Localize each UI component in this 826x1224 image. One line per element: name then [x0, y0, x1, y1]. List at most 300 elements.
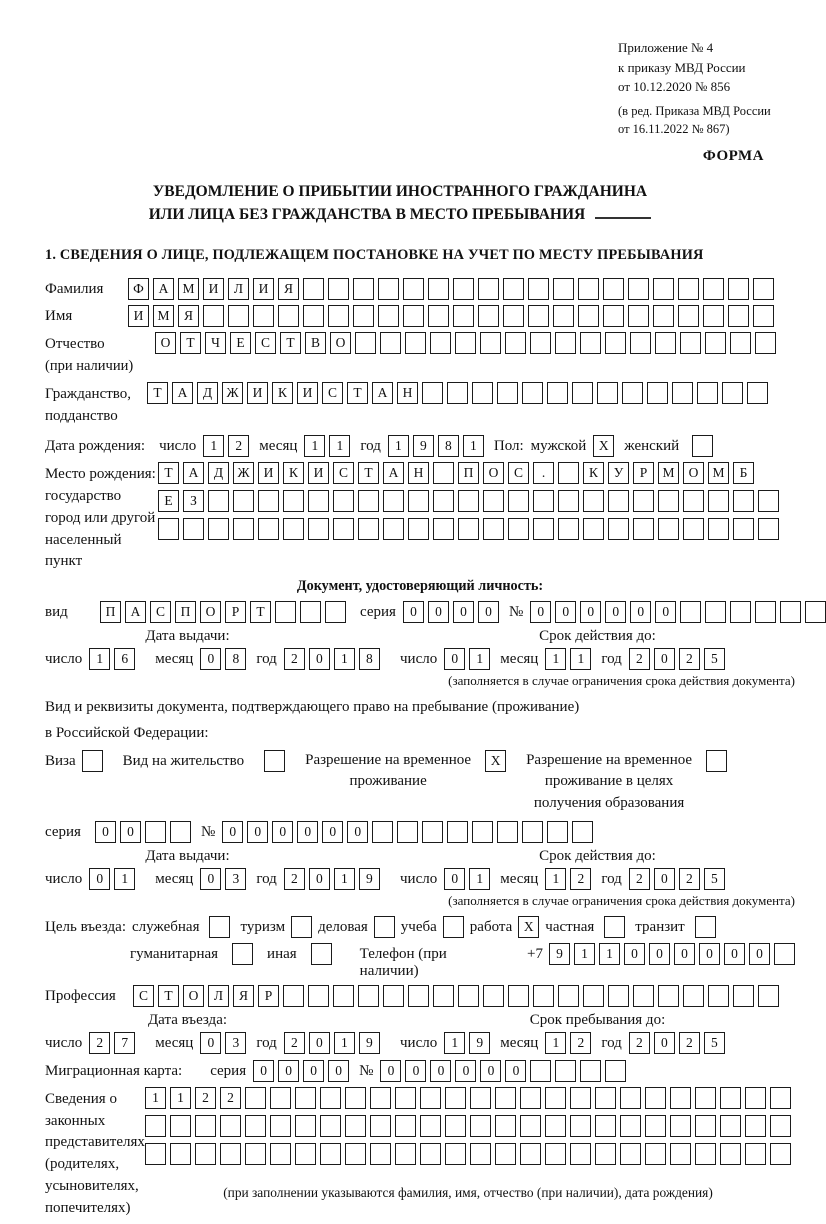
representatives-row-3-cell[interactable] [595, 1143, 616, 1165]
birth-place-row-2-cell[interactable] [308, 490, 329, 512]
birth-place-row-1-cell[interactable]: И [308, 462, 329, 484]
representatives-row-1-cell[interactable] [670, 1087, 691, 1109]
patronymic-field-cell[interactable] [630, 332, 651, 354]
representatives-row-1-cell[interactable] [520, 1087, 541, 1109]
doc-valid-year-field-cell[interactable]: 5 [704, 648, 725, 670]
surname-field-cell[interactable]: Я [278, 278, 299, 300]
surname-field-cell[interactable] [628, 278, 649, 300]
representatives-row-2-cell[interactable] [195, 1115, 216, 1137]
entry-year-field-cell[interactable]: 0 [309, 1032, 330, 1054]
doc-series-field-cell[interactable]: 0 [478, 601, 499, 623]
birth-place-row-1-cell[interactable]: О [683, 462, 704, 484]
birth-place-row-1-cell[interactable]: И [258, 462, 279, 484]
patronymic-field-cell[interactable] [405, 332, 426, 354]
patronymic-field-cell[interactable]: Ч [205, 332, 226, 354]
representatives-row-2-cell[interactable] [370, 1115, 391, 1137]
citizenship-field-cell[interactable]: А [372, 382, 393, 404]
birth-place-row-3-cell[interactable] [733, 518, 754, 540]
surname-field-cell[interactable] [578, 278, 599, 300]
profession-field-cell[interactable] [308, 985, 329, 1007]
birth-place-row-1-cell[interactable]: Т [358, 462, 379, 484]
citizenship-field-cell[interactable]: К [272, 382, 293, 404]
birth-place-row-3-cell[interactable] [158, 518, 179, 540]
patronymic-field-cell[interactable] [680, 332, 701, 354]
stay-year-field-cell[interactable]: 2 [679, 1032, 700, 1054]
birth-place-row-2-cell[interactable]: Е [158, 490, 179, 512]
given-name-field-cell[interactable] [228, 305, 249, 327]
stay-year-field-cell[interactable]: 0 [654, 1032, 675, 1054]
profession-field-cell[interactable] [433, 985, 454, 1007]
birth-place-row-1-cell[interactable]: П [458, 462, 479, 484]
representatives-row-2-cell[interactable] [270, 1115, 291, 1137]
profession-field-cell[interactable] [408, 985, 429, 1007]
doc-number-field-cell[interactable]: 0 [555, 601, 576, 623]
surname-field-cell[interactable]: И [203, 278, 224, 300]
representatives-row-3-cell[interactable] [395, 1143, 416, 1165]
birth-place-row-3-cell[interactable] [233, 518, 254, 540]
residence-issue-month-field-cell[interactable]: 0 [200, 868, 221, 890]
surname-field-cell[interactable] [403, 278, 424, 300]
surname-field-cell[interactable] [453, 278, 474, 300]
surname-field-cell[interactable] [528, 278, 549, 300]
representatives-row-1-cell[interactable] [370, 1087, 391, 1109]
migration-series-field-cell[interactable]: 0 [303, 1060, 324, 1082]
doc-kind-field-cell[interactable] [275, 601, 296, 623]
stay-month-field-cell[interactable]: 1 [545, 1032, 566, 1054]
profession-field-cell[interactable] [558, 985, 579, 1007]
phone-field-cell[interactable]: 1 [574, 943, 595, 965]
sex-male-checkbox-cell[interactable]: X [593, 435, 614, 457]
residence-valid-month-field-cell[interactable]: 2 [570, 868, 591, 890]
purpose-work-checkbox-cell[interactable]: X [518, 916, 539, 938]
representatives-row-1-cell[interactable] [695, 1087, 716, 1109]
purpose-other-checkbox-cell[interactable] [311, 943, 332, 965]
doc-valid-year-field-cell[interactable]: 2 [679, 648, 700, 670]
representatives-row-3-cell[interactable] [770, 1143, 791, 1165]
residence-number-field-cell[interactable] [447, 821, 468, 843]
representatives-row-2-cell[interactable] [145, 1115, 166, 1137]
representatives-row-2-cell[interactable] [220, 1115, 241, 1137]
representatives-row-3-cell[interactable] [245, 1143, 266, 1165]
representatives-row-1-cell[interactable] [295, 1087, 316, 1109]
residence-number-field-cell[interactable]: 0 [247, 821, 268, 843]
residence-series-field-cell[interactable] [145, 821, 166, 843]
birth-month-field-cell[interactable]: 1 [329, 435, 350, 457]
entry-year-field-cell[interactable]: 1 [334, 1032, 355, 1054]
birth-place-row-1-cell[interactable]: М [708, 462, 729, 484]
patronymic-field-cell[interactable]: Е [230, 332, 251, 354]
representatives-row-2-cell[interactable] [495, 1115, 516, 1137]
doc-number-field-cell[interactable] [780, 601, 801, 623]
stay-day-field-cell[interactable]: 9 [469, 1032, 490, 1054]
citizenship-field-cell[interactable] [472, 382, 493, 404]
migration-number-field-cell[interactable]: 0 [430, 1060, 451, 1082]
birth-place-row-1-cell[interactable]: С [508, 462, 529, 484]
given-name-field-cell[interactable] [528, 305, 549, 327]
profession-field-cell[interactable]: Т [158, 985, 179, 1007]
representatives-row-2-cell[interactable] [570, 1115, 591, 1137]
purpose-private-checkbox-cell[interactable] [604, 916, 625, 938]
temp-residence-checkbox-cell[interactable]: X [485, 750, 506, 772]
birth-place-row-2-cell[interactable]: З [183, 490, 204, 512]
patronymic-field-cell[interactable]: О [330, 332, 351, 354]
birth-place-row-2-cell[interactable] [558, 490, 579, 512]
representatives-row-1-cell[interactable] [495, 1087, 516, 1109]
residence-number-field-cell[interactable] [422, 821, 443, 843]
doc-number-field-cell[interactable] [805, 601, 826, 623]
representatives-row-2-cell[interactable] [520, 1115, 541, 1137]
given-name-field-cell[interactable] [703, 305, 724, 327]
representatives-row-3-cell[interactable] [370, 1143, 391, 1165]
representatives-row-2-cell[interactable] [595, 1115, 616, 1137]
surname-field-cell[interactable] [653, 278, 674, 300]
citizenship-field-cell[interactable]: С [322, 382, 343, 404]
profession-field-cell[interactable] [483, 985, 504, 1007]
profession-field-cell[interactable] [533, 985, 554, 1007]
phone-field-cell[interactable]: 0 [674, 943, 695, 965]
doc-valid-month-field-cell[interactable]: 1 [570, 648, 591, 670]
representatives-row-2-cell[interactable] [295, 1115, 316, 1137]
given-name-field-cell[interactable] [353, 305, 374, 327]
doc-kind-field-cell[interactable]: П [175, 601, 196, 623]
entry-month-field-cell[interactable]: 3 [225, 1032, 246, 1054]
residence-number-field-cell[interactable]: 0 [272, 821, 293, 843]
profession-field-cell[interactable] [708, 985, 729, 1007]
profession-field-cell[interactable]: Л [208, 985, 229, 1007]
surname-field-cell[interactable] [353, 278, 374, 300]
birth-place-row-2-cell[interactable] [683, 490, 704, 512]
surname-field-cell[interactable] [603, 278, 624, 300]
representatives-row-2-cell[interactable] [745, 1115, 766, 1137]
stay-month-field-cell[interactable]: 2 [570, 1032, 591, 1054]
birth-place-row-3-cell[interactable] [383, 518, 404, 540]
birth-place-row-3-cell[interactable] [758, 518, 779, 540]
patronymic-field-cell[interactable] [655, 332, 676, 354]
given-name-field-cell[interactable] [428, 305, 449, 327]
doc-issue-day-field-cell[interactable]: 6 [114, 648, 135, 670]
representatives-row-2-cell[interactable] [470, 1115, 491, 1137]
phone-field-cell[interactable]: 9 [549, 943, 570, 965]
residence-valid-year-field-cell[interactable]: 5 [704, 868, 725, 890]
migration-number-field-cell[interactable]: 0 [505, 1060, 526, 1082]
birth-place-row-1-cell[interactable]: У [608, 462, 629, 484]
birth-place-row-1-cell[interactable]: М [658, 462, 679, 484]
representatives-row-2-cell[interactable] [620, 1115, 641, 1137]
profession-field-cell[interactable] [333, 985, 354, 1007]
given-name-field-cell[interactable] [328, 305, 349, 327]
birth-place-row-3-cell[interactable] [358, 518, 379, 540]
surname-field-cell[interactable] [678, 278, 699, 300]
patronymic-field-cell[interactable] [430, 332, 451, 354]
residence-issue-day-field-cell[interactable]: 1 [114, 868, 135, 890]
surname-field-cell[interactable] [728, 278, 749, 300]
stay-day-field-cell[interactable]: 1 [444, 1032, 465, 1054]
birth-place-row-2-cell[interactable] [483, 490, 504, 512]
representatives-row-2-cell[interactable] [170, 1115, 191, 1137]
representatives-row-2-cell[interactable] [395, 1115, 416, 1137]
doc-number-field-cell[interactable]: 0 [605, 601, 626, 623]
migration-number-field-cell[interactable] [580, 1060, 601, 1082]
entry-day-field-cell[interactable]: 7 [114, 1032, 135, 1054]
citizenship-field-cell[interactable] [422, 382, 443, 404]
representatives-row-3-cell[interactable] [495, 1143, 516, 1165]
birth-day-field-cell[interactable]: 2 [228, 435, 249, 457]
given-name-field-cell[interactable] [378, 305, 399, 327]
birth-place-row-2-cell[interactable] [358, 490, 379, 512]
surname-field-cell[interactable] [753, 278, 774, 300]
representatives-row-3-cell[interactable] [720, 1143, 741, 1165]
doc-series-field-cell[interactable]: 0 [453, 601, 474, 623]
representatives-row-1-cell[interactable]: 2 [220, 1087, 241, 1109]
doc-number-field-cell[interactable]: 0 [530, 601, 551, 623]
representatives-row-3-cell[interactable] [345, 1143, 366, 1165]
surname-field-cell[interactable] [378, 278, 399, 300]
birth-place-row-3-cell[interactable] [558, 518, 579, 540]
surname-field-cell[interactable] [503, 278, 524, 300]
residence-valid-year-field-cell[interactable]: 2 [629, 868, 650, 890]
doc-issue-year-field-cell[interactable]: 2 [284, 648, 305, 670]
profession-field-cell[interactable] [583, 985, 604, 1007]
purpose-humanitarian-checkbox-cell[interactable] [232, 943, 253, 965]
birth-place-row-2-cell[interactable] [533, 490, 554, 512]
citizenship-field-cell[interactable]: А [172, 382, 193, 404]
citizenship-field-cell[interactable] [722, 382, 743, 404]
phone-field-cell[interactable]: 0 [624, 943, 645, 965]
representatives-row-3-cell[interactable] [295, 1143, 316, 1165]
representatives-row-1-cell[interactable] [445, 1087, 466, 1109]
representatives-row-3-cell[interactable] [270, 1143, 291, 1165]
doc-number-field-cell[interactable]: 0 [630, 601, 651, 623]
doc-number-field-cell[interactable] [755, 601, 776, 623]
doc-series-field-cell[interactable]: 0 [403, 601, 424, 623]
representatives-row-1-cell[interactable]: 2 [195, 1087, 216, 1109]
citizenship-field-cell[interactable]: И [297, 382, 318, 404]
migration-number-field-cell[interactable]: 0 [455, 1060, 476, 1082]
patronymic-field-cell[interactable]: С [255, 332, 276, 354]
representatives-row-1-cell[interactable]: 1 [170, 1087, 191, 1109]
given-name-field-cell[interactable] [653, 305, 674, 327]
doc-series-field-cell[interactable]: 0 [428, 601, 449, 623]
representatives-row-2-cell[interactable] [420, 1115, 441, 1137]
surname-field-cell[interactable]: Ф [128, 278, 149, 300]
representatives-row-2-cell[interactable] [670, 1115, 691, 1137]
phone-field-cell[interactable] [774, 943, 795, 965]
birth-place-row-2-cell[interactable] [608, 490, 629, 512]
doc-issue-year-field-cell[interactable]: 8 [359, 648, 380, 670]
representatives-row-2-cell[interactable] [720, 1115, 741, 1137]
given-name-field-cell[interactable] [678, 305, 699, 327]
representatives-row-2-cell[interactable] [345, 1115, 366, 1137]
representatives-row-3-cell[interactable] [195, 1143, 216, 1165]
birth-place-row-2-cell[interactable] [208, 490, 229, 512]
given-name-field-cell[interactable] [603, 305, 624, 327]
birth-place-row-3-cell[interactable] [533, 518, 554, 540]
purpose-transit-checkbox-cell[interactable] [695, 916, 716, 938]
representatives-row-3-cell[interactable] [320, 1143, 341, 1165]
birth-place-row-1-cell[interactable] [558, 462, 579, 484]
representatives-row-1-cell[interactable] [270, 1087, 291, 1109]
representatives-row-1-cell[interactable] [720, 1087, 741, 1109]
birth-place-row-2-cell[interactable] [733, 490, 754, 512]
profession-field-cell[interactable] [608, 985, 629, 1007]
given-name-field-cell[interactable] [403, 305, 424, 327]
citizenship-field-cell[interactable] [697, 382, 718, 404]
profession-field-cell[interactable] [508, 985, 529, 1007]
patronymic-field-cell[interactable] [755, 332, 776, 354]
citizenship-field-cell[interactable] [572, 382, 593, 404]
citizenship-field-cell[interactable]: Т [347, 382, 368, 404]
representatives-row-3-cell[interactable] [645, 1143, 666, 1165]
migration-number-field-cell[interactable]: 0 [405, 1060, 426, 1082]
birth-place-row-3-cell[interactable] [283, 518, 304, 540]
surname-field-cell[interactable] [428, 278, 449, 300]
doc-valid-year-field-cell[interactable]: 2 [629, 648, 650, 670]
residence-series-field-cell[interactable]: 0 [120, 821, 141, 843]
representatives-row-1-cell[interactable] [595, 1087, 616, 1109]
given-name-field-cell[interactable]: Я [178, 305, 199, 327]
birth-place-row-1-cell[interactable] [433, 462, 454, 484]
patronymic-field-cell[interactable] [705, 332, 726, 354]
purpose-study-checkbox-cell[interactable] [443, 916, 464, 938]
given-name-field-cell[interactable] [728, 305, 749, 327]
representatives-row-2-cell[interactable] [320, 1115, 341, 1137]
residence-valid-day-field-cell[interactable]: 1 [469, 868, 490, 890]
birth-place-row-3-cell[interactable] [458, 518, 479, 540]
birth-place-row-3-cell[interactable] [708, 518, 729, 540]
surname-field-cell[interactable] [303, 278, 324, 300]
migration-number-field-cell[interactable]: 0 [480, 1060, 501, 1082]
birth-place-row-3-cell[interactable] [483, 518, 504, 540]
entry-year-field-cell[interactable]: 2 [284, 1032, 305, 1054]
birth-place-row-3-cell[interactable] [433, 518, 454, 540]
edu-residence-checkbox-cell[interactable] [706, 750, 727, 772]
doc-kind-field-cell[interactable] [325, 601, 346, 623]
representatives-row-1-cell[interactable] [645, 1087, 666, 1109]
profession-field-cell[interactable]: Р [258, 985, 279, 1007]
residence-number-field-cell[interactable]: 0 [297, 821, 318, 843]
representatives-row-1-cell[interactable] [745, 1087, 766, 1109]
citizenship-field-cell[interactable] [597, 382, 618, 404]
patronymic-field-cell[interactable] [455, 332, 476, 354]
residence-issue-year-field-cell[interactable]: 2 [284, 868, 305, 890]
given-name-field-cell[interactable] [278, 305, 299, 327]
representatives-row-3-cell[interactable] [445, 1143, 466, 1165]
purpose-tourism-checkbox-cell[interactable] [291, 916, 312, 938]
citizenship-field-cell[interactable]: Н [397, 382, 418, 404]
citizenship-field-cell[interactable] [647, 382, 668, 404]
representatives-row-3-cell[interactable] [545, 1143, 566, 1165]
birth-day-field-cell[interactable]: 1 [203, 435, 224, 457]
migration-series-field-cell[interactable]: 0 [278, 1060, 299, 1082]
citizenship-field-cell[interactable] [497, 382, 518, 404]
given-name-field-cell[interactable] [478, 305, 499, 327]
birth-place-row-2-cell[interactable] [258, 490, 279, 512]
doc-kind-field-cell[interactable]: О [200, 601, 221, 623]
migration-series-field-cell[interactable]: 0 [253, 1060, 274, 1082]
residence-number-field-cell[interactable] [472, 821, 493, 843]
representatives-row-3-cell[interactable] [670, 1143, 691, 1165]
given-name-field-cell[interactable] [578, 305, 599, 327]
surname-field-cell[interactable] [478, 278, 499, 300]
surname-field-cell[interactable]: Л [228, 278, 249, 300]
given-name-field-cell[interactable] [553, 305, 574, 327]
phone-field-cell[interactable]: 0 [699, 943, 720, 965]
residence-number-field-cell[interactable] [497, 821, 518, 843]
birth-place-row-2-cell[interactable] [708, 490, 729, 512]
entry-year-field-cell[interactable]: 9 [359, 1032, 380, 1054]
doc-number-field-cell[interactable]: 0 [655, 601, 676, 623]
representatives-row-1-cell[interactable] [345, 1087, 366, 1109]
birth-place-row-1-cell[interactable]: Н [408, 462, 429, 484]
residence-valid-year-field-cell[interactable]: 2 [679, 868, 700, 890]
patronymic-field-cell[interactable] [555, 332, 576, 354]
given-name-field-cell[interactable] [203, 305, 224, 327]
birth-place-row-3-cell[interactable] [183, 518, 204, 540]
residence-number-field-cell[interactable] [572, 821, 593, 843]
residence-issue-day-field-cell[interactable]: 0 [89, 868, 110, 890]
representatives-row-3-cell[interactable] [620, 1143, 641, 1165]
profession-field-cell[interactable]: Я [233, 985, 254, 1007]
birth-place-row-2-cell[interactable] [658, 490, 679, 512]
representatives-row-1-cell[interactable] [620, 1087, 641, 1109]
birth-year-field-cell[interactable]: 1 [463, 435, 484, 457]
residence-issue-year-field-cell[interactable]: 0 [309, 868, 330, 890]
doc-kind-field-cell[interactable]: А [125, 601, 146, 623]
entry-month-field-cell[interactable]: 0 [200, 1032, 221, 1054]
birth-place-row-2-cell[interactable] [233, 490, 254, 512]
birth-place-row-2-cell[interactable] [758, 490, 779, 512]
residence-issue-year-field-cell[interactable]: 9 [359, 868, 380, 890]
residence-number-field-cell[interactable]: 0 [322, 821, 343, 843]
migration-number-field-cell[interactable] [555, 1060, 576, 1082]
patronymic-field-cell[interactable] [605, 332, 626, 354]
purpose-official-checkbox-cell[interactable] [209, 916, 230, 938]
residence-permit-checkbox-cell[interactable] [264, 750, 285, 772]
doc-kind-field-cell[interactable]: С [150, 601, 171, 623]
profession-field-cell[interactable] [658, 985, 679, 1007]
patronymic-field-cell[interactable] [505, 332, 526, 354]
doc-number-field-cell[interactable] [730, 601, 751, 623]
given-name-field-cell[interactable]: И [128, 305, 149, 327]
patronymic-field-cell[interactable]: О [155, 332, 176, 354]
birth-place-row-2-cell[interactable] [508, 490, 529, 512]
representatives-row-1-cell[interactable] [320, 1087, 341, 1109]
birth-place-row-3-cell[interactable] [683, 518, 704, 540]
representatives-row-1-cell[interactable] [570, 1087, 591, 1109]
representatives-row-2-cell[interactable] [695, 1115, 716, 1137]
birth-place-row-3-cell[interactable] [608, 518, 629, 540]
birth-place-row-3-cell[interactable] [258, 518, 279, 540]
doc-issue-month-field-cell[interactable]: 8 [225, 648, 246, 670]
citizenship-field-cell[interactable] [747, 382, 768, 404]
representatives-row-3-cell[interactable] [470, 1143, 491, 1165]
citizenship-field-cell[interactable]: Т [147, 382, 168, 404]
residence-number-field-cell[interactable] [522, 821, 543, 843]
patronymic-field-cell[interactable] [355, 332, 376, 354]
representatives-row-1-cell[interactable] [470, 1087, 491, 1109]
birth-place-row-3-cell[interactable] [583, 518, 604, 540]
doc-kind-field-cell[interactable]: П [100, 601, 121, 623]
phone-field-cell[interactable]: 0 [749, 943, 770, 965]
representatives-row-3-cell[interactable] [570, 1143, 591, 1165]
doc-valid-day-field-cell[interactable]: 0 [444, 648, 465, 670]
profession-field-cell[interactable] [358, 985, 379, 1007]
doc-number-field-cell[interactable] [680, 601, 701, 623]
birth-place-row-1-cell[interactable]: С [333, 462, 354, 484]
given-name-field-cell[interactable] [753, 305, 774, 327]
representatives-row-1-cell[interactable]: 1 [145, 1087, 166, 1109]
residence-series-field-cell[interactable] [170, 821, 191, 843]
